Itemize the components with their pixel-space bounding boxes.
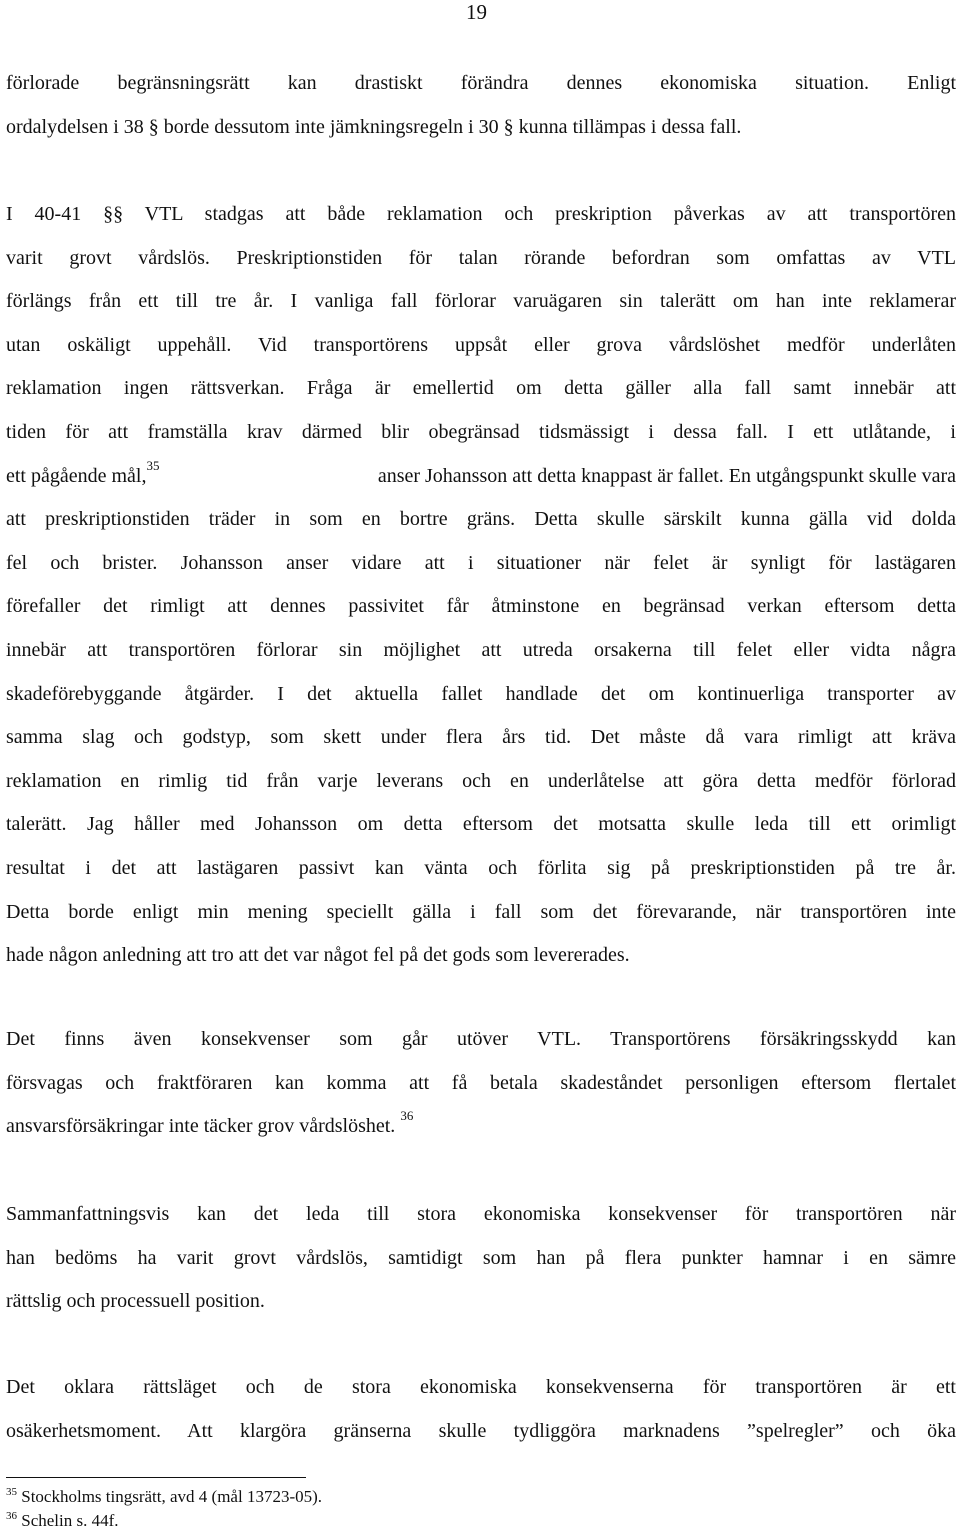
text-line: talerätt. Jag håller med Johansson om detta eftersom det motsatta skulle leda till ett orimligt xyxy=(6,813,956,836)
footnote-number: 35 xyxy=(6,1486,17,1498)
paragraph-3 xyxy=(6,1018,956,1149)
footnote-text: Stockholms tingsrätt, avd 4 (mål 13723-05). xyxy=(21,1487,323,1506)
text-line: tiden för att framställa krav därmed blir obegränsad tidsmässigt i dessa fall. I ett utlåtande, i xyxy=(6,420,956,443)
text-segment: anser Johansson att detta knappast är fallet. En utgångspunkt skulle vara xyxy=(377,464,956,487)
text-line-with-footnote xyxy=(6,455,956,499)
text-line: samma slag och godstyp, som skett under flera års tid. Det måste då vara rimligt att kräva xyxy=(6,726,956,749)
text-line: rättslig och processuell position. xyxy=(6,1290,265,1313)
text-line: varit grovt vårdslös. Preskriptionstiden för talan rörande befordran som omfattas av VTL xyxy=(6,246,956,269)
text-line: att preskriptionstiden träder in som en bortre gräns. Detta skulle särskilt kunna gälla vid dolda xyxy=(6,508,956,531)
text-line-with-footnote: ansvarsförsäkringar inte täcker grov vårdslöshet. $^{36}$ xyxy=(6,1108,414,1138)
footnote-reference[interactable]: 36 xyxy=(400,1108,414,1124)
footnotes xyxy=(6,1485,906,1533)
text-line: han bedöms ha varit grovt vårdslös, samtidigt som han på flera punkter hamnar i en sämre xyxy=(6,1246,956,1269)
text-line: resultat i det att lastägaren passivt kan vänta och förlita sig på preskriptionstiden på tre år. xyxy=(6,856,956,879)
text-line: Det oklara rättsläget och de stora ekonomiska konsekvenserna för transportören är ett xyxy=(6,1376,956,1398)
text-line: innebär att transportören förlorar sin möjlighet att utreda orsakerna till felet eller vidta några xyxy=(6,638,956,661)
footnote-reference[interactable]: 35 xyxy=(146,457,160,473)
footnote-number: 36 xyxy=(6,1510,17,1522)
paragraph-4 xyxy=(6,1193,956,1324)
paragraph-1 xyxy=(6,62,956,149)
text-line: reklamation en rimlig tid från varje leverans och en underlåtelse att göra detta medför förlorad xyxy=(6,769,956,792)
page-number: 19 xyxy=(466,0,487,24)
text-line: utan oskäligt uppehåll. Vid transportörens uppsåt eller grova vårdslöshet medför underlåten xyxy=(6,333,956,356)
footnote-36 xyxy=(6,1509,906,1533)
text-line: fel och brister. Johansson anser vidare att i situationer när felet är synligt för lastägaren xyxy=(6,551,956,574)
text-line: förlorade begränsningsrätt kan drastiskt förändra dennes ekonomiska situation. Enligt xyxy=(6,72,956,94)
footnote-divider xyxy=(6,1477,306,1478)
text-line: försvagas och fraktföraren kan komma att få betala skadeståndet personligen eftersom flertalet xyxy=(6,1071,956,1094)
text-line: hade någon anledning att tro att det var något fel på det gods som levererades. xyxy=(6,944,630,967)
text-line: reklamation ingen rättsverkan. Fråga är emellertid om detta gäller alla fall samt innebär att xyxy=(6,377,956,400)
text-line: osäkerhetsmoment. Att klargöra gränserna skulle tydliggöra marknadens ”spelregler” och öka xyxy=(6,1419,956,1442)
text-line: Det finns även konsekvenser som går utöver VTL. Transportörens försäkringsskydd kan xyxy=(6,1028,956,1050)
text-line: förlängs från ett till tre år. I vanliga fall förlorar varuägaren sin talerätt om han inte reklamerar xyxy=(6,290,956,313)
text-segment: ett pågående mål,$^{35}$ xyxy=(6,457,160,487)
text-line: ordalydelsen i 38 § borde dessutom inte jämkningsregeln i 30 § kunna tillämpas i dessa fall. xyxy=(6,115,742,138)
text-line: I 40-41 §§ VTL stadgas att både reklamation och preskription påverkas av att transportören xyxy=(6,203,956,225)
text-line: skadeförebyggande åtgärder. I det aktuella fallet handlade det om kontinuerliga transporter av xyxy=(6,682,956,705)
footnote-text: Schelin s. 44f. xyxy=(21,1511,119,1530)
footnote-35 xyxy=(6,1485,906,1509)
paragraph-5 xyxy=(6,1366,956,1453)
text-line: Detta borde enligt min mening speciellt gälla i fall som det förevarande, när transportören inte xyxy=(6,900,956,923)
text-line: Sammanfattningsvis kan det leda till stora ekonomiska konsekvenser för transportören när xyxy=(6,1203,956,1225)
paragraph-2 xyxy=(6,193,956,978)
text-line: förefaller det rimligt att dennes passivitet får åtminstone en begränsad verkan eftersom detta xyxy=(6,595,956,618)
